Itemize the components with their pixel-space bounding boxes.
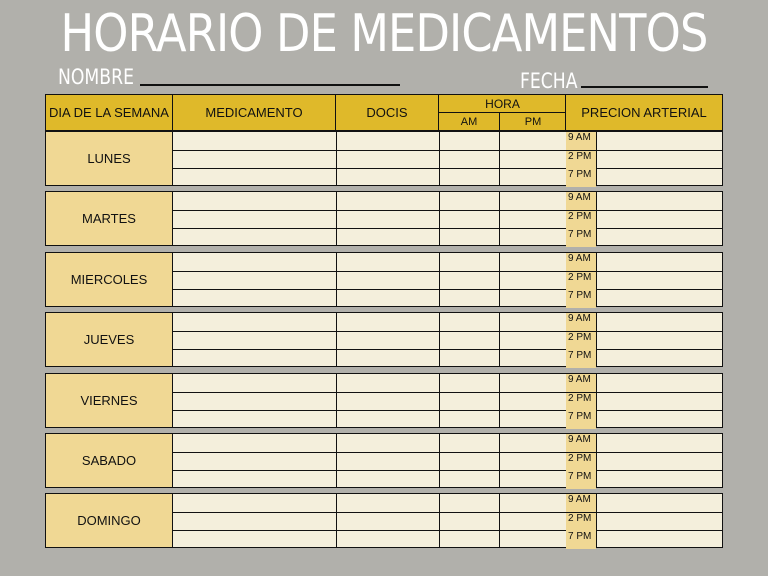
header-hour: HORA [485,96,520,111]
day-label: MARTES [46,192,173,245]
row-divider [173,289,722,290]
header-pm: PM [524,115,542,128]
day-label: JUEVES [46,313,173,366]
column-divider [499,374,500,427]
column-divider [596,494,597,547]
day-label: DOMINGO [46,494,173,547]
column-divider [439,132,440,185]
name-line[interactable] [140,84,400,86]
column-divider [596,253,597,306]
day-label: VIERNES [46,374,173,427]
header-medication: MEDICAMENTO [173,95,336,130]
column-divider [439,253,440,306]
row-divider [173,349,722,350]
time-label: 9 AM [566,192,596,210]
time-label: 7 PM [566,169,596,187]
row-divider [173,168,722,169]
date-line[interactable] [581,86,708,88]
time-label: 2 PM [566,513,596,531]
day-block-miercoles [45,252,723,307]
column-divider [499,253,500,306]
column-divider [336,374,337,427]
row-divider [173,271,722,272]
time-label: 7 PM [566,350,596,368]
column-divider [596,313,597,366]
table-header [45,94,723,131]
time-label: 2 PM [566,332,596,350]
row-divider [173,392,722,393]
header-dose: DOCIS [336,95,439,130]
header-day: DIA DE LA SEMANA [46,95,173,130]
column-divider [439,374,440,427]
header-am: AM [460,115,478,128]
time-label: 7 PM [566,290,596,308]
day-label: MIERCOLES [46,253,173,306]
day-label: LUNES [46,132,173,185]
row-divider [173,210,722,211]
time-label: 7 PM [566,471,596,489]
row-divider [173,512,722,513]
row-divider [173,452,722,453]
day-block-jueves [45,312,723,367]
date-label: FECHA [520,69,578,93]
time-label: 7 PM [566,411,596,429]
day-block-sabado [45,433,723,488]
name-label: NOMBRE [58,65,134,89]
time-label: 7 PM [566,531,596,549]
time-label: 9 AM [566,494,596,512]
column-divider [439,494,440,547]
column-divider [439,313,440,366]
column-divider [499,494,500,547]
column-divider [499,434,500,487]
column-divider [336,192,337,245]
time-label: 2 PM [566,151,596,169]
row-divider [173,470,722,471]
day-label: SABADO [46,434,173,487]
day-block-domingo [45,493,723,548]
day-block-lunes [45,131,723,186]
time-label: 7 PM [566,229,596,247]
column-divider [336,253,337,306]
column-divider [439,192,440,245]
column-divider [499,192,500,245]
column-divider [596,132,597,185]
time-label: 9 AM [566,253,596,271]
column-divider [596,374,597,427]
column-divider [336,494,337,547]
column-divider [596,192,597,245]
time-label: 2 PM [566,453,596,471]
time-label: 9 AM [566,434,596,452]
row-divider [173,410,722,411]
column-divider [336,132,337,185]
row-divider [173,331,722,332]
time-label: 2 PM [566,393,596,411]
time-label: 2 PM [566,272,596,290]
row-divider [173,530,722,531]
day-block-martes [45,191,723,246]
column-divider [499,132,500,185]
column-divider [439,434,440,487]
time-label: 9 AM [566,313,596,331]
time-label: 9 AM [566,132,596,150]
page-title: HORARIO DE MEDICAMENTOS [60,4,708,64]
row-divider [173,228,722,229]
row-divider [173,150,722,151]
time-label: 9 AM [566,374,596,392]
column-divider [336,434,337,487]
day-block-viernes [45,373,723,428]
time-label: 2 PM [566,211,596,229]
column-divider [596,434,597,487]
header-pressure: PRECION ARTERIAL [581,105,707,120]
column-divider [336,313,337,366]
column-divider [499,313,500,366]
